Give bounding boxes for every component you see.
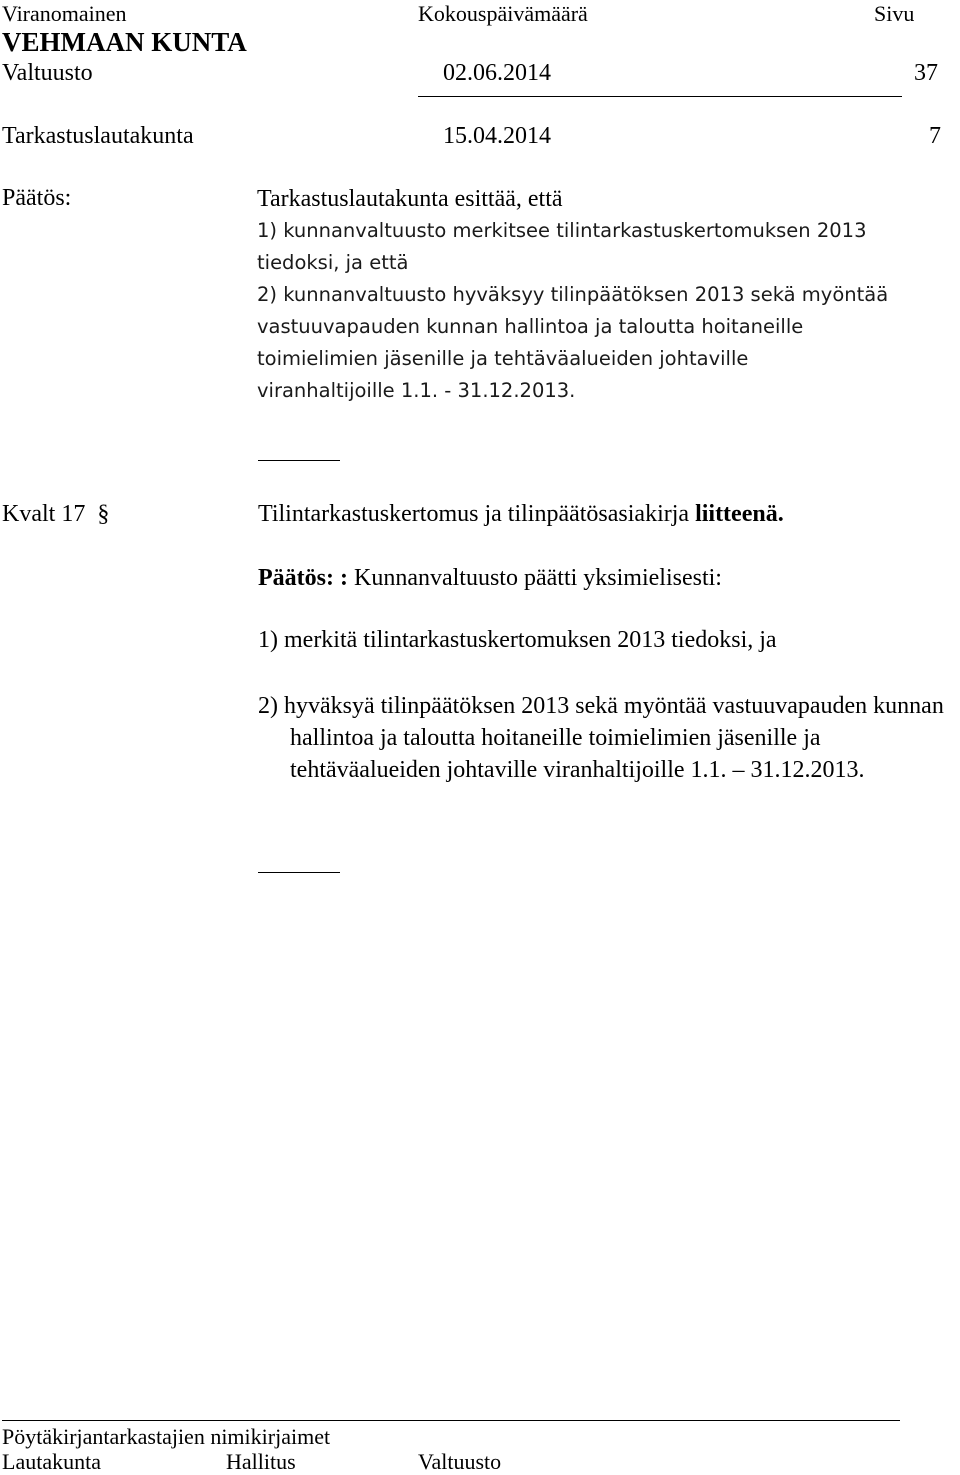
prior-date: 15.04.2014 — [443, 123, 551, 149]
prior-decision-line: tiedoksi, ja että — [257, 251, 409, 274]
meeting-body: Valtuusto — [2, 60, 93, 86]
municipality-name: VEHMAAN KUNTA — [2, 27, 247, 57]
meeting-page: 37 — [914, 60, 938, 86]
decision-item-2: 2) hyväksyä tilinpäätöksen 2013 sekä myöntää vastuuvapauden kunnan hallintoa ja taloutta hoitaneille toimielimien jäsenille ja tehtäväalueiden johtaville viranhaltijoille 1.1. – 31.12.2013. — [258, 693, 944, 783]
header-rule — [418, 96, 902, 97]
separator-line — [258, 460, 340, 461]
section-symbol: § — [97, 501, 110, 527]
meeting-date: 02.06.2014 — [443, 60, 551, 86]
prior-body: Tarkastuslautakunta — [2, 123, 194, 149]
section-id: Kvalt 17 § — [2, 501, 110, 527]
separator-line — [258, 872, 340, 873]
footer-col-council: Valtuusto — [418, 1449, 502, 1474]
prior-decision-label: Päätös: — [2, 185, 72, 211]
prior-decision-line: 1) kunnanvaltuusto merkitsee tilintarkastuskertomuksen 2013 — [257, 219, 867, 242]
footer-initials-label: Pöytäkirjantarkastajien nimikirjaimet — [2, 1424, 331, 1449]
decision-statement — [258, 564, 722, 592]
header-label-page: Sivu — [874, 1, 915, 26]
prior-decision-text — [257, 184, 563, 216]
prior-decision-line: 2) kunnanvaltuusto hyväksyy tilinpäätöksen 2013 sekä myöntää — [257, 283, 889, 306]
decision-item-1: 1) merkitä tilintarkastuskertomuksen 2013 tiedoksi, ja — [258, 627, 777, 653]
prior-page: 7 — [929, 123, 941, 149]
prior-decision-line: vastuuvapauden kunnan hallintoa ja taloutta hoitaneille — [257, 315, 804, 338]
decision-text: Kunnanvaltuusto päätti yksimielisesti: — [353, 565, 722, 591]
footer-rule — [2, 1420, 900, 1421]
prior-decision-line: viranhaltijoille 1.1. - 31.12.2013. — [257, 379, 576, 402]
header-label-author: Viranomainen — [2, 1, 127, 26]
footer-col-government: Hallitus — [226, 1449, 296, 1474]
section-intro: Tilintarkastuskertomus ja tilinpäätösasiakirja liitteenä. — [258, 501, 784, 527]
footer-col-board: Lautakunta — [2, 1449, 101, 1474]
header-label-date: Kokouspäivämäärä — [418, 1, 588, 26]
prior-decision-body — [257, 215, 888, 407]
prior-decision-line: Tarkastuslautakunta esittää, että — [257, 186, 563, 212]
prior-decision-line: toimielimien jäsenille ja tehtäväalueiden johtaville — [257, 347, 749, 370]
decision-label: Päätös: : — [258, 565, 348, 591]
